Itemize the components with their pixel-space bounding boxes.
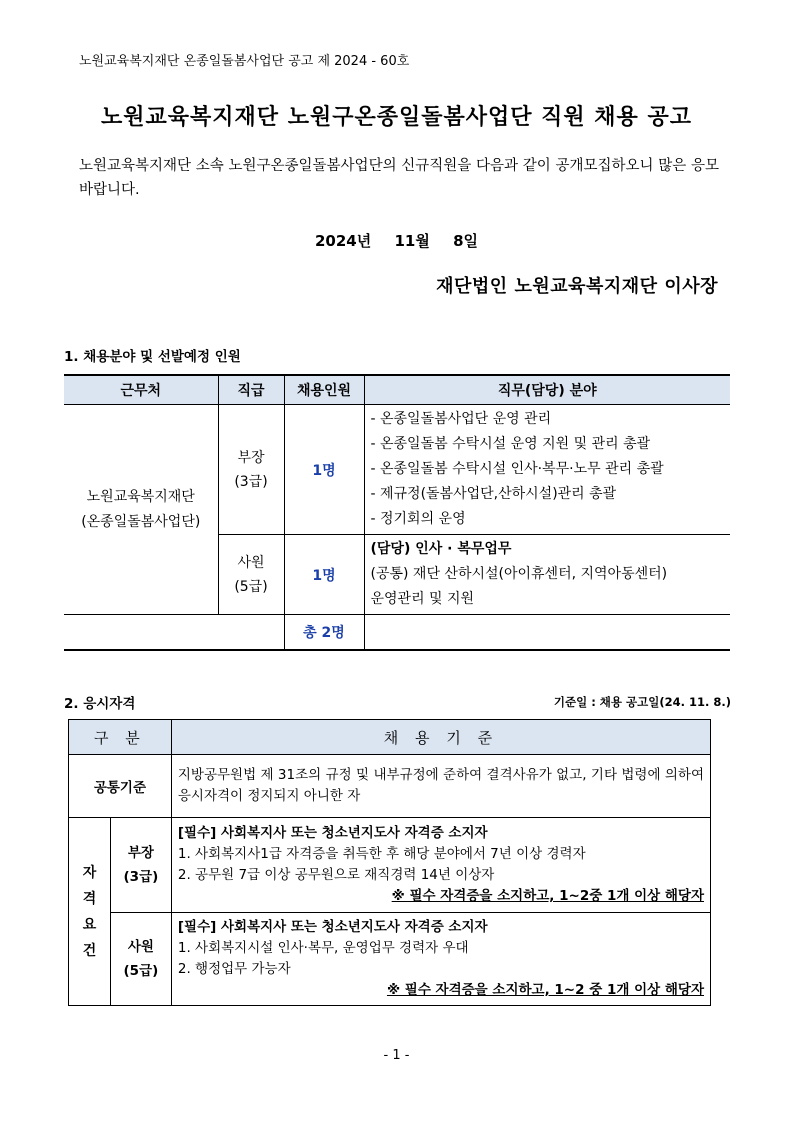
rank-grade: (5급) <box>234 578 268 595</box>
base-date: 기준일 : 채용 공고일(24. 11. 8.) <box>553 695 731 709</box>
intro-paragraph: 노원교육복지재단 소속 노원구온종일돌봄사업단의 신규직원을 다음과 같이 공개모집하오니 많은 응모 바랍니다. <box>79 158 719 198</box>
issuer: 재단법인 노원교육복지재단 이사장 <box>436 276 718 297</box>
common-label: 공통기준 <box>69 755 172 818</box>
recruitment-table <box>64 374 730 651</box>
table-row <box>69 818 711 913</box>
required-cert: [필수] 사회복지사 또는 청소년지도사 자격증 소지자 <box>177 825 488 841</box>
criteria-item: 1. 사회복지시설 인사·복무, 운영업무 경력자 우대 <box>177 940 469 956</box>
rank-title: 사원 <box>127 939 154 955</box>
duty-item: - 온종일돌봄 수탁시설 인사·복무·노무 관리 총괄 <box>370 461 664 477</box>
criteria-item: 2. 공무원 7급 이상 공무원으로 재직경력 14년 이상자 <box>177 867 495 883</box>
table-header-row <box>64 375 730 405</box>
duty-item: - 제규정(돌봄사업단,산하시설)관리 총괄 <box>370 486 617 502</box>
announcement-date <box>0 230 793 251</box>
rank-grade: (3급) <box>234 473 268 490</box>
qualification-label <box>69 818 111 1006</box>
criteria-cell <box>171 913 710 1006</box>
vertical-char: 격 <box>82 890 97 907</box>
duty-item: (공통) 재단 산하시설(아이휴센터, 지역아동센터) <box>370 566 668 582</box>
count-cell: 1명 <box>284 535 364 615</box>
duty-item: 운영관리 및 지원 <box>370 591 475 607</box>
date-month: 11월 <box>394 232 430 250</box>
workplace-name: 노원교육복지재단 <box>86 488 195 505</box>
page-title: 노원교육복지재단 노원구온종일돌봄사업단 직원 채용 공고 <box>101 105 692 130</box>
criteria-note: ※ 필수 자격증을 소지하고, 1~2중 1개 이상 해당자 <box>391 888 704 904</box>
table-row <box>64 405 730 535</box>
rank-grade: (5급) <box>123 963 159 979</box>
rank-title: 부장 <box>127 845 154 861</box>
rank-cell <box>218 405 284 535</box>
workplace-cell <box>64 405 218 615</box>
header-duties: 직무(담당) 분야 <box>364 375 730 405</box>
vertical-char: 건 <box>82 942 97 959</box>
qualification-table <box>68 719 711 1006</box>
header-rank: 직급 <box>218 375 284 405</box>
rank-title: 사원 <box>237 554 265 571</box>
criteria-item: 2. 행정업무 가능자 <box>177 961 291 977</box>
rank-title: 부장 <box>237 449 265 466</box>
total-row <box>64 615 730 651</box>
criteria-cell <box>171 818 710 913</box>
header-workplace: 근무처 <box>64 375 218 405</box>
rank-cell <box>218 535 284 615</box>
table-header-row <box>69 720 711 755</box>
table-row <box>69 913 711 1006</box>
rank-cell <box>110 818 171 913</box>
duty-item: - 온종일돌봄 수탁시설 운영 지원 및 관리 총괄 <box>370 436 651 452</box>
header-category: 구 분 <box>69 720 172 755</box>
common-row <box>69 755 711 818</box>
duties-cell <box>364 535 730 615</box>
duty-item: - 정기회의 운영 <box>370 511 466 527</box>
total-empty <box>64 615 284 651</box>
workplace-sub: (온종일돌봄사업단) <box>81 513 201 530</box>
rank-cell <box>110 913 171 1006</box>
criteria-note: ※ 필수 자격증을 소지하고, 1~2 중 1개 이상 해당자 <box>386 982 704 998</box>
announcement-number: 노원교육복지재단 온종일돌봄사업단 공고 제 2024 - 60호 <box>79 54 410 69</box>
section-2-heading: 2. 응시자격 <box>64 696 136 712</box>
date-day: 8일 <box>453 232 479 250</box>
duty-item-bold: (담당) 인사 · 복무업무 <box>370 541 512 557</box>
duties-cell <box>364 405 730 535</box>
count-cell: 1명 <box>284 405 364 535</box>
criteria-item: 1. 사회복지사1급 자격증을 취득한 후 해당 분야에서 7년 이상 경력자 <box>177 846 586 862</box>
page-number: - 1 - <box>383 1048 410 1063</box>
duty-item: - 온종일돌봄사업단 운영 관리 <box>370 411 552 427</box>
required-cert: [필수] 사회복지사 또는 청소년지도사 자격증 소지자 <box>177 919 488 935</box>
rank-grade: (3급) <box>123 869 159 885</box>
vertical-char: 자 <box>82 864 97 881</box>
total-empty-duties <box>364 615 730 651</box>
section-1-heading: 1. 채용분야 및 선발예정 인원 <box>64 349 241 365</box>
header-criteria: 채 용 기 준 <box>171 720 710 755</box>
common-criteria: 지방공무원법 제 31조의 규정 및 내부규정에 준하여 결격사유가 없고, 기타 법령에 의하여 응시자격이 정지되지 아니한 자 <box>171 755 710 818</box>
total-count: 총 2명 <box>284 615 364 651</box>
date-year: 2024년 <box>314 232 372 250</box>
header-count: 채용인원 <box>284 375 364 405</box>
vertical-char: 요 <box>82 916 97 933</box>
